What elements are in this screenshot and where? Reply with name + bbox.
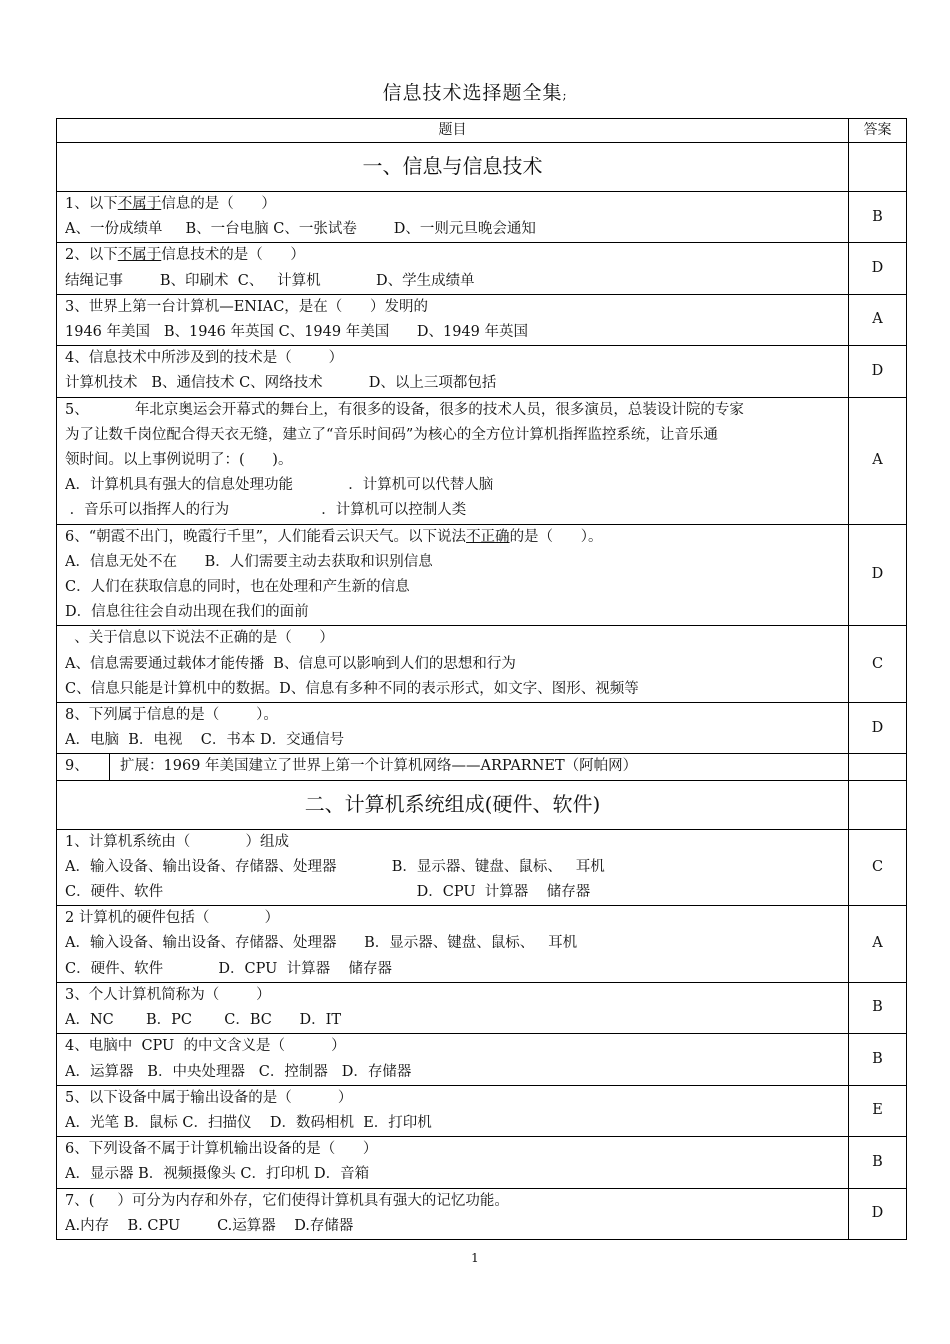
question-line: C、信息只能是计算机中的数据。D、信息有多种不同的表示形式，如文字、图形、视频等 bbox=[65, 680, 639, 697]
section-answer-cell bbox=[849, 780, 907, 829]
question-line: 6、“朝霞不出门，晚霞行千里”，人们能看云识天气。以下说法不正确的是（ ）。 bbox=[65, 528, 603, 545]
table-header-row bbox=[57, 119, 907, 143]
question-line: A．信息无处不在 B．人们需要主动去获取和识别信息 bbox=[65, 553, 433, 570]
question-row bbox=[57, 1034, 907, 1085]
question-line: C．硬件、软件 D．CPU 计算器 储存器 bbox=[65, 960, 392, 977]
question-row bbox=[57, 524, 907, 626]
section-header-row bbox=[57, 780, 907, 829]
question-line: 5、 年北京奥运会开幕式的舞台上，有很多的设备，很多的技术人员，很多演员，总装设计院的专家 bbox=[65, 401, 744, 418]
question-line: 6、下列设备不属于计算机输出设备的是（ ） bbox=[65, 1141, 378, 1158]
header-question: 题目 bbox=[57, 119, 849, 143]
question-line: 为了让数千岗位配合得天衣无缝，建立了“音乐时间码”为核心的全方位计算机指挥监控系统，让音乐通 bbox=[65, 426, 718, 443]
question-cell bbox=[57, 397, 849, 524]
answer-cell: A bbox=[849, 906, 907, 983]
question-line: 4、信息技术中所涉及到的技术是（ ） bbox=[65, 350, 344, 367]
question-line: 7、( ）可分为内存和外存，它们使得计算机具有强大的记忆功能。 bbox=[65, 1192, 509, 1209]
page-title bbox=[0, 78, 950, 105]
answer-cell: D bbox=[849, 524, 907, 626]
question-line: 8、下列属于信息的是（ ）。 bbox=[65, 707, 278, 724]
question-line: 、关于信息以下说法不正确的是（ ） bbox=[65, 630, 334, 647]
question-row bbox=[57, 397, 907, 524]
question-line: C．人们在获取信息的同时，也在处理和产生新的信息 bbox=[65, 579, 410, 596]
section-title: 一、信息与信息技术 bbox=[57, 143, 849, 192]
question-row bbox=[57, 1188, 907, 1239]
question-cell bbox=[57, 829, 849, 906]
question-line: A.内存 B. CPU C.运算器 D.存储器 bbox=[65, 1217, 354, 1234]
answer-cell: D bbox=[849, 243, 907, 294]
question-line: A、一份成绩单 B、一台电脑 C、一张试卷 D、一则元旦晚会通知 bbox=[65, 221, 536, 238]
extension-number: 9、 bbox=[57, 754, 110, 779]
question-cell bbox=[57, 1137, 849, 1188]
question-line: 1946 年美国 B、1946 年英国 C、1949 年美国 D、1949 年英国 bbox=[65, 324, 529, 341]
answer-cell: D bbox=[849, 1188, 907, 1239]
question-row bbox=[57, 243, 907, 294]
question-line: A．电脑 B．电视 C．书本 D．交通信号 bbox=[65, 732, 345, 749]
question-row bbox=[57, 1137, 907, 1188]
question-cell bbox=[57, 1188, 849, 1239]
answer-cell: B bbox=[849, 192, 907, 243]
extension-text: 扩展：1969 年美国建立了世界上第一个计算机网络——ARPARNET（阿帕网） bbox=[120, 758, 638, 775]
answer-cell: A bbox=[849, 294, 907, 345]
question-cell bbox=[57, 1085, 849, 1136]
question-line: D．信息往往会自动出现在我们的面前 bbox=[65, 604, 309, 621]
question-line: A．输入设备、输出设备、存储器、处理器 B．显示器、键盘、鼠标、 耳机 bbox=[65, 935, 578, 952]
question-line: 5、以下设备中属于输出设备的是（ ） bbox=[65, 1089, 353, 1106]
question-cell bbox=[57, 294, 849, 345]
question-line: A．计算机具有强大的信息处理功能 ．计算机可以代替人脑 bbox=[65, 477, 494, 494]
question-row bbox=[57, 192, 907, 243]
question-line: 3、世界上第一台计算机—ENIAC，是在（ ）发明的 bbox=[65, 298, 428, 315]
question-line: C．硬件、软件 D．CPU 计算器 储存器 bbox=[65, 884, 591, 901]
answer-cell: C bbox=[849, 829, 907, 906]
question-cell bbox=[57, 906, 849, 983]
title-mark: ; bbox=[562, 88, 568, 102]
emphasis-underline: 不属于 bbox=[117, 247, 162, 264]
answer-cell: D bbox=[849, 703, 907, 754]
emphasis-underline: 不属于 bbox=[117, 196, 162, 212]
question-cell bbox=[57, 243, 849, 294]
question-line: A．光笔 B．鼠标 C．扫描仪 D．数码相机 E．打印机 bbox=[65, 1114, 432, 1131]
question-line: A．NC B．PC C．BC D．IT bbox=[65, 1012, 342, 1029]
question-cell bbox=[57, 703, 849, 754]
header-answer: 答案 bbox=[849, 119, 907, 143]
question-line: 1、计算机系统由（ ）组成 bbox=[65, 833, 290, 850]
question-line: 2、以下不属于信息技术的是（ ） bbox=[65, 247, 305, 264]
answer-cell: E bbox=[849, 1085, 907, 1136]
page-number: 1 bbox=[471, 1251, 479, 1265]
question-row bbox=[57, 906, 907, 983]
answer-cell: D bbox=[849, 346, 907, 397]
question-line: 2 计算机的硬件包括（ ） bbox=[65, 910, 280, 927]
section-header-row bbox=[57, 143, 907, 192]
question-cell bbox=[57, 346, 849, 397]
answer-cell: B bbox=[849, 1137, 907, 1188]
question-table bbox=[56, 118, 907, 1240]
question-line: 4、电脑中 CPU 的中文含义是（ ） bbox=[65, 1038, 346, 1055]
question-line: A、信息需要通过载体才能传播 B、信息可以影响到人们的思想和行为 bbox=[65, 655, 516, 672]
question-line: 计算机技术 B、通信技术 C、网络技术 D、以上三项都包括 bbox=[65, 375, 497, 392]
emphasis-underline: 不正确 bbox=[466, 528, 510, 545]
question-line: A．显示器 B．视频摄像头 C．打印机 D．音箱 bbox=[65, 1166, 370, 1183]
question-cell bbox=[57, 1034, 849, 1085]
question-row bbox=[57, 294, 907, 345]
section-answer-cell bbox=[849, 143, 907, 192]
extension-answer-cell bbox=[849, 754, 907, 780]
extension-cell bbox=[57, 754, 849, 780]
question-line: 1、以下不属于信息的是（ ） bbox=[65, 196, 276, 212]
answer-cell: B bbox=[849, 982, 907, 1033]
title-text: 信息技术选择题全集 bbox=[382, 82, 563, 104]
question-cell bbox=[57, 192, 849, 243]
question-cell bbox=[57, 524, 849, 626]
question-row bbox=[57, 346, 907, 397]
question-line: A．运算器 B．中央处理器 C．控制器 D．存储器 bbox=[65, 1063, 412, 1080]
question-row bbox=[57, 1085, 907, 1136]
section-title: 二、计算机系统组成(硬件、软件) bbox=[57, 780, 849, 829]
question-row bbox=[57, 626, 907, 703]
question-row bbox=[57, 982, 907, 1033]
question-row bbox=[57, 703, 907, 754]
answer-cell: C bbox=[849, 626, 907, 703]
question-line: 领时间。以上事例说明了：( )。 bbox=[65, 452, 293, 469]
question-line: 结绳记事 B、印刷术 C、 计算机 D、学生成绩单 bbox=[65, 272, 475, 289]
question-cell bbox=[57, 982, 849, 1033]
answer-cell: B bbox=[849, 1034, 907, 1085]
question-row bbox=[57, 829, 907, 906]
question-cell bbox=[57, 626, 849, 703]
question-line: ．音乐可以指挥人的行为 ．计算机可以控制人类 bbox=[65, 502, 467, 519]
answer-cell: A bbox=[849, 397, 907, 524]
question-line: 3、个人计算机简称为（ ） bbox=[65, 986, 271, 1003]
extension-row bbox=[57, 754, 907, 780]
question-line: A．输入设备、输出设备、存储器、处理器 B．显示器、键盘、鼠标、 耳机 bbox=[65, 858, 605, 875]
